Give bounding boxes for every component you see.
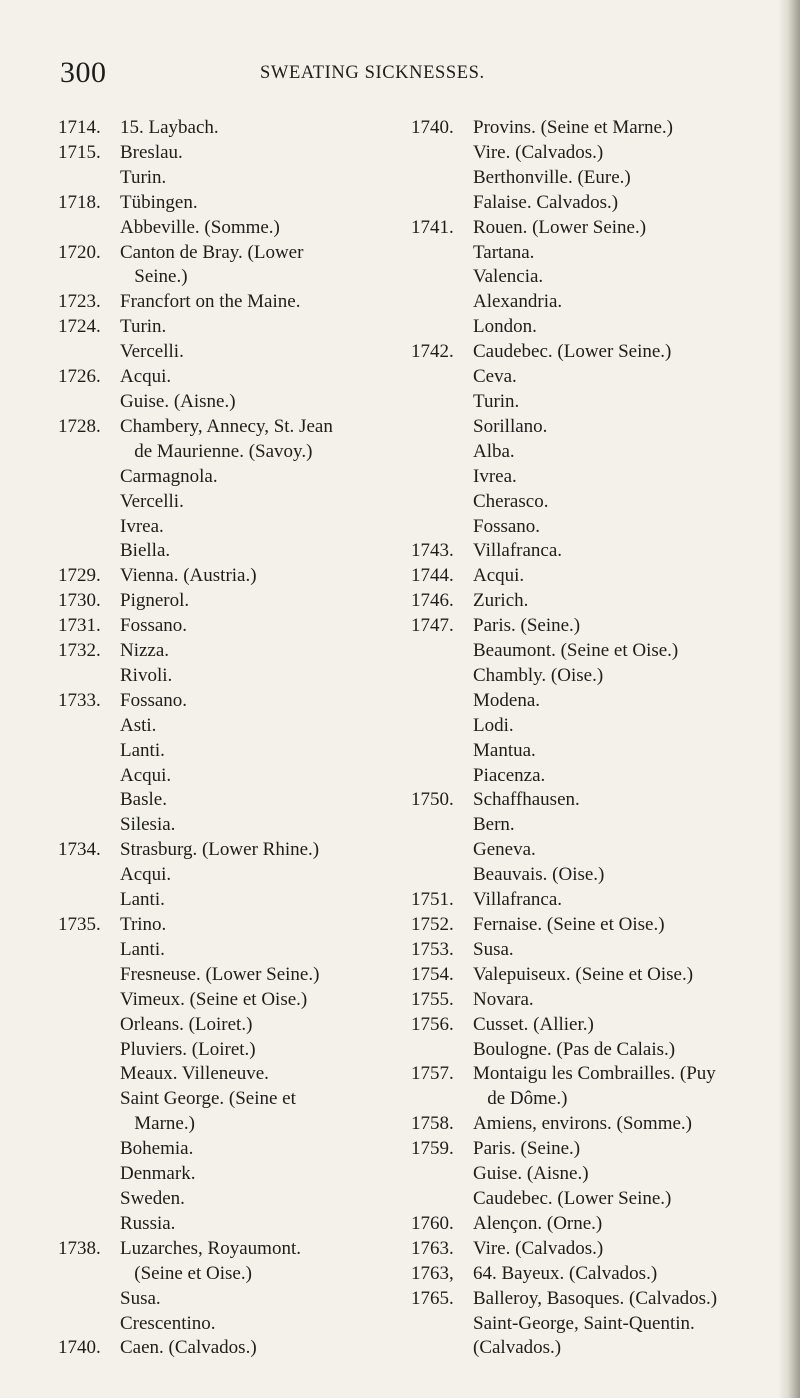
entry-place: Fossano. (120, 615, 188, 637)
list-item (411, 589, 771, 614)
list-item (58, 1087, 398, 1112)
entry-place: Valencia. (473, 266, 544, 288)
entry-year: 1741. (411, 216, 454, 238)
list-item (411, 838, 771, 863)
list-item (411, 1287, 771, 1312)
entry-place: Turin. (473, 390, 520, 412)
entry-place: Saint-George, Saint-Quentin. (473, 1312, 695, 1334)
list-item (58, 539, 398, 564)
list-item (58, 340, 398, 365)
entry-place: Cusset. (Allier.) (473, 1013, 594, 1035)
page-number: 300 (60, 56, 107, 89)
list-item (58, 664, 398, 689)
entry-place: Susa. (120, 1287, 161, 1309)
entry-year: 1757. (411, 1063, 454, 1085)
list-item (58, 739, 398, 764)
list-item (58, 1112, 398, 1137)
list-item (411, 639, 771, 664)
list-item (58, 838, 398, 863)
list-item (411, 1262, 771, 1287)
list-item (411, 1237, 771, 1262)
entry-place: Luzarches, Royaumont. (120, 1237, 301, 1259)
list-item (58, 265, 398, 290)
list-item (411, 1162, 771, 1187)
entry-place: Marne.) (120, 1113, 195, 1135)
entry-place: Villafranca. (473, 540, 563, 562)
entry-place: Basle. (120, 789, 167, 811)
list-item (58, 689, 398, 714)
list-item (58, 764, 398, 789)
entry-year: 1765. (411, 1287, 454, 1309)
entry-place: Ivrea. (120, 515, 164, 537)
list-item (58, 440, 398, 465)
entry-place: Geneva. (473, 839, 536, 861)
entry-place: Tübingen. (120, 191, 198, 213)
entry-year: 1753. (411, 938, 454, 960)
entry-year: 1754. (411, 963, 454, 985)
list-item (411, 415, 771, 440)
entry-place: Crescentino. (120, 1312, 216, 1334)
entry-place: Turin. (120, 166, 167, 188)
list-item (58, 938, 398, 963)
entry-place: Cherasco. (473, 490, 549, 512)
list-item (411, 1137, 771, 1162)
entry-year: 1715. (58, 141, 101, 163)
list-item (58, 1162, 398, 1187)
entry-year: 1747. (411, 615, 454, 637)
list-item (411, 739, 771, 764)
entry-place: Vercelli. (120, 341, 184, 363)
entry-place: Guise. (Aisne.) (120, 390, 236, 412)
entry-year: 1743. (411, 540, 454, 562)
entry-place: Strasburg. (Lower Rhine.) (120, 839, 320, 861)
entry-place: Guise. (Aisne.) (473, 1163, 589, 1185)
entry-place: Acqui. (120, 864, 172, 886)
list-item (58, 290, 398, 315)
list-item (58, 1287, 398, 1312)
entry-place: Breslau. (120, 141, 183, 163)
list-item (58, 913, 398, 938)
list-item (58, 1062, 398, 1087)
list-item (411, 191, 771, 216)
entry-place: Acqui. (473, 565, 525, 587)
entry-place: Meaux. Villeneuve. (120, 1063, 269, 1085)
entry-place: Chambly. (Oise.) (473, 664, 604, 686)
list-item (411, 241, 771, 266)
entry-year: 1751. (411, 889, 454, 911)
entry-place: Silesia. (120, 814, 176, 836)
entry-place: 15. Laybach. (120, 117, 219, 138)
list-item (411, 714, 771, 739)
entry-place: Acqui. (120, 366, 172, 388)
entry-year: 1734. (58, 839, 101, 861)
list-item (58, 490, 398, 515)
list-item (411, 863, 771, 888)
entry-year: 1742. (411, 341, 454, 363)
entry-place: Bern. (473, 814, 515, 836)
list-item (58, 415, 398, 440)
entry-year: 1728. (58, 415, 101, 437)
list-item (58, 963, 398, 988)
entry-place: Novara. (473, 988, 534, 1010)
list-item (58, 813, 398, 838)
entry-place: Boulogne. (Pas de Calais.) (473, 1038, 676, 1060)
list-item (411, 813, 771, 838)
entry-place: Chambery, Annecy, St. Jean (120, 415, 333, 437)
entry-year: 1724. (58, 316, 101, 338)
entry-place: Berthonville. (Eure.) (473, 166, 631, 188)
list-item (58, 788, 398, 813)
entry-year: 1752. (411, 914, 454, 935)
list-item (411, 1038, 771, 1063)
list-item (411, 664, 771, 689)
entry-place: Falaise. Calvados.) (473, 191, 619, 213)
entry-place: Modena. (473, 689, 541, 711)
entry-year: 1755. (411, 988, 454, 1010)
list-item (58, 166, 398, 191)
list-item (411, 116, 771, 141)
entry-place: Lanti. (120, 938, 165, 960)
list-item (58, 639, 398, 664)
entry-year: 1759. (411, 1138, 454, 1160)
entry-place: Beaumont. (Seine et Oise.) (473, 640, 679, 662)
entry-year: 1718. (58, 191, 101, 213)
entry-place: Alba. (473, 440, 515, 462)
entry-year: 1763, (411, 1262, 454, 1284)
list-item (411, 1013, 771, 1038)
list-item (411, 340, 771, 365)
entry-place: Beauvais. (Oise.) (473, 864, 605, 886)
list-item (58, 988, 398, 1013)
list-item (58, 1038, 398, 1063)
entry-place: Susa. (473, 938, 514, 960)
list-item (411, 988, 771, 1013)
entry-place: Canton de Bray. (Lower (120, 241, 304, 263)
list-item (58, 1312, 398, 1337)
entry-place: Lodi. (473, 714, 514, 736)
list-item (411, 1187, 771, 1212)
entry-year: 1726. (58, 366, 101, 388)
entry-place: Saint George. (Seine et (120, 1088, 296, 1110)
list-item (411, 564, 771, 589)
entry-year: 1756. (411, 1013, 454, 1035)
entry-place: Paris. (Seine.) (473, 615, 581, 637)
entry-place: Valepuiseux. (Seine et Oise.) (473, 963, 694, 985)
entry-place: Vimeux. (Seine et Oise.) (120, 988, 308, 1010)
entry-place: Abbeville. (Somme.) (120, 216, 280, 238)
list-item (411, 265, 771, 290)
entry-place: Russia. (120, 1212, 176, 1234)
entry-place: (Calvados.) (473, 1337, 562, 1359)
entry-place: Vienna. (Austria.) (120, 565, 257, 587)
entry-place: London. (473, 316, 537, 338)
entry-place: Francfort on the Maine. (120, 291, 301, 313)
left-column (58, 116, 398, 1361)
entry-year: 1730. (58, 590, 101, 612)
list-item (58, 515, 398, 540)
entry-year: 1760. (411, 1212, 454, 1234)
entry-place: Fernaise. (Seine et Oise.) (473, 914, 665, 935)
list-item (411, 1336, 771, 1361)
list-item (411, 938, 771, 963)
entry-year: 1732. (58, 640, 101, 662)
list-item (58, 390, 398, 415)
entry-year: 1733. (58, 689, 101, 711)
list-item (58, 1336, 398, 1361)
entry-place: Lanti. (120, 739, 165, 761)
entry-year: 1746. (411, 590, 454, 612)
list-item (58, 1137, 398, 1162)
entry-place: Nizza. (120, 640, 170, 662)
entry-year: 1740. (58, 1337, 101, 1359)
entry-place: Alençon. (Orne.) (473, 1212, 603, 1234)
entry-place: Lanti. (120, 889, 165, 911)
entry-place: de Maurienne. (Savoy.) (120, 440, 313, 462)
entry-place: Turin. (120, 316, 167, 338)
list-item (58, 564, 398, 589)
entry-place: Ceva. (473, 366, 517, 388)
entry-year: 1738. (58, 1237, 101, 1259)
list-item (411, 365, 771, 390)
list-item (58, 191, 398, 216)
entry-place: Fresneuse. (Lower Seine.) (120, 963, 320, 985)
list-item (58, 1212, 398, 1237)
entry-year: 1729. (58, 565, 101, 587)
entry-place: Acqui. (120, 764, 172, 786)
list-item (58, 116, 398, 141)
list-item (411, 290, 771, 315)
entry-place: (Seine et Oise.) (120, 1262, 252, 1284)
list-item (411, 1312, 771, 1337)
entry-place: Pluviers. (Loiret.) (120, 1038, 256, 1060)
entry-place: Fossano. (120, 689, 188, 711)
entry-year: 1740. (411, 117, 454, 138)
entry-place: Paris. (Seine.) (473, 1138, 581, 1160)
entry-place: Bohemia. (120, 1138, 194, 1160)
entry-place: Rouen. (Lower Seine.) (473, 216, 647, 238)
list-item (411, 440, 771, 465)
list-item (411, 913, 771, 938)
list-item (411, 490, 771, 515)
list-item (58, 714, 398, 739)
entry-year: 1763. (411, 1237, 454, 1259)
list-item (58, 863, 398, 888)
list-item (411, 788, 771, 813)
entry-place: Vire. (Calvados.) (473, 141, 604, 163)
list-item (411, 1087, 771, 1112)
entry-place: Sweden. (120, 1187, 185, 1209)
entry-place: Orleans. (Loiret.) (120, 1013, 253, 1035)
entry-place: Seine.) (120, 266, 188, 288)
entry-place: Caudebec. (Lower Seine.) (473, 341, 672, 363)
entry-place: Alexandria. (473, 291, 563, 313)
list-item (58, 614, 398, 639)
entry-place: 64. Bayeux. (Calvados.) (473, 1262, 658, 1284)
entry-place: Biella. (120, 540, 171, 562)
page-edge-shadow (778, 0, 800, 1398)
entry-place: Mantua. (473, 739, 536, 761)
list-item (411, 166, 771, 191)
entry-place: Piacenza. (473, 764, 546, 786)
page-header (60, 56, 760, 92)
list-item (411, 216, 771, 241)
list-item (411, 1212, 771, 1237)
entry-year: 1735. (58, 914, 101, 935)
list-item (58, 1237, 398, 1262)
list-item (411, 315, 771, 340)
list-item (411, 764, 771, 789)
list-item (58, 888, 398, 913)
entry-year: 1731. (58, 615, 101, 637)
list-item (411, 1062, 771, 1087)
list-item (411, 1112, 771, 1137)
list-item (58, 365, 398, 390)
entry-place: Caen. (Calvados.) (120, 1337, 257, 1359)
entry-place: Carmagnola. (120, 465, 218, 487)
list-item (411, 689, 771, 714)
entry-place: Montaigu les Combrailles. (Puy (473, 1063, 716, 1085)
list-item (411, 539, 771, 564)
running-title: SWEATING SICKNESSES. (260, 63, 485, 83)
entry-place: Zurich. (473, 590, 529, 612)
entry-place: Rivoli. (120, 664, 173, 686)
list-item (58, 241, 398, 266)
entry-place: Caudebec. (Lower Seine.) (473, 1187, 672, 1209)
list-item (411, 390, 771, 415)
entry-place: Fossano. (473, 515, 541, 537)
entry-place: Trino. (120, 914, 167, 935)
list-item (411, 141, 771, 166)
list-item (58, 315, 398, 340)
entry-year: 1758. (411, 1113, 454, 1135)
entry-place: Tartana. (473, 241, 535, 263)
entry-place: Vire. (Calvados.) (473, 1237, 604, 1259)
entry-place: Denmark. (120, 1163, 196, 1185)
entry-place: Provins. (Seine et Marne.) (473, 117, 673, 138)
list-item (411, 515, 771, 540)
entry-place: de Dôme.) (473, 1088, 568, 1110)
list-item (411, 963, 771, 988)
entry-place: Vercelli. (120, 490, 184, 512)
entry-year: 1723. (58, 291, 101, 313)
entry-place: Balleroy, Basoques. (Calvados.) (473, 1287, 718, 1309)
entry-place: Villafranca. (473, 889, 563, 911)
entry-year: 1744. (411, 565, 454, 587)
entry-place: Sorillano. (473, 415, 548, 437)
entry-place: Schaffhausen. (473, 789, 580, 811)
entry-place: Amiens, environs. (Somme.) (473, 1113, 693, 1135)
entry-place: Pignerol. (120, 590, 190, 612)
list-item (58, 465, 398, 490)
right-column (411, 116, 771, 1361)
list-item (411, 465, 771, 490)
list-item (58, 1013, 398, 1038)
entry-year: 1714. (58, 117, 101, 138)
entry-place: Asti. (120, 714, 157, 736)
entry-place: Ivrea. (473, 465, 517, 487)
list-item (58, 589, 398, 614)
entry-year: 1750. (411, 789, 454, 811)
list-item (58, 1262, 398, 1287)
entry-year: 1720. (58, 241, 101, 263)
list-item (58, 216, 398, 241)
list-item (58, 141, 398, 166)
list-item (411, 614, 771, 639)
list-item (58, 1187, 398, 1212)
list-item (411, 888, 771, 913)
